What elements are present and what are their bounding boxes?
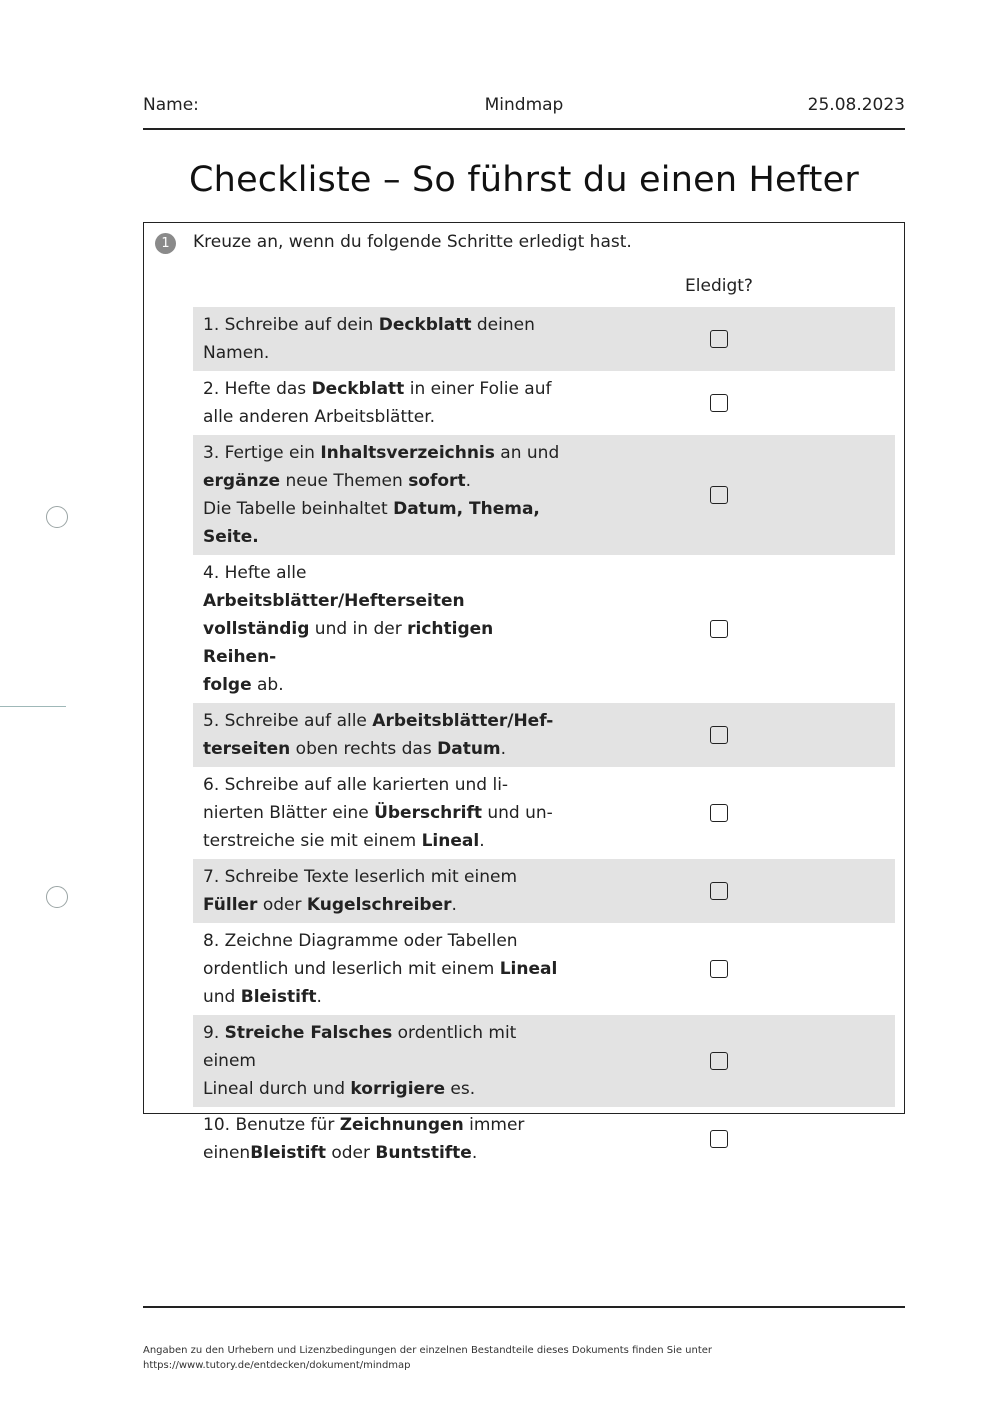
item-text: und in der: [309, 619, 408, 639]
item-text: in einer Folie auf: [404, 379, 552, 399]
emphasis-text: Bleistift: [240, 987, 317, 1007]
checklist-item-line: [203, 707, 563, 735]
emphasis-text: Bleistift: [250, 1143, 326, 1163]
checklist: [193, 307, 895, 1171]
checklist-row: [193, 1015, 895, 1107]
item-text: 9.: [203, 1023, 225, 1043]
emphasis-text: korrigiere: [350, 1079, 445, 1099]
item-text: Lineal durch und: [203, 1079, 351, 1099]
emphasis-text: Lineal: [499, 959, 558, 979]
emphasis-text: Lineal: [421, 831, 480, 851]
checklist-item-line: [203, 615, 563, 671]
emphasis-text: Arbeitsblätter/Hefterseiten: [203, 591, 465, 611]
done-checkbox[interactable]: [710, 330, 728, 348]
footer: [143, 1343, 905, 1373]
item-text: nierten Blätter eine: [203, 803, 375, 823]
item-text: neue Themen: [280, 471, 409, 491]
item-text: 7. Schreibe Texte leserlich mit einem: [203, 867, 518, 887]
checklist-item-text: [203, 1019, 563, 1103]
item-text: ab.: [251, 675, 284, 695]
footer-divider: [143, 1306, 905, 1308]
item-text: 1. Schreibe auf dein: [203, 315, 379, 335]
emphasis-text: Deckblatt: [378, 315, 472, 335]
done-checkbox[interactable]: [710, 620, 728, 638]
item-text: an und: [494, 443, 560, 463]
done-checkbox[interactable]: [710, 1130, 728, 1148]
checklist-item-line: [203, 311, 563, 339]
item-text: immer: [463, 1115, 525, 1135]
checklist-item-line: [203, 375, 563, 403]
item-text: oben rechts das: [290, 739, 438, 759]
checklist-item-text: [203, 707, 563, 763]
item-text: einen: [203, 1143, 251, 1163]
item-text: .: [479, 831, 485, 851]
checklist-item-text: [203, 1111, 563, 1167]
footer-attribution: Angaben zu den Urhebern und Lizenzbedingungen der einzelnen Bestandteile dieses Dokuments finden Sie unter: [143, 1345, 713, 1356]
checklist-item-line: [203, 983, 563, 1011]
item-text: oder: [257, 895, 307, 915]
header-divider: [143, 128, 905, 130]
checklist-item-line: [203, 1075, 563, 1103]
emphasis-text: Datum, Thema,: [393, 499, 540, 519]
checklist-item-line: [203, 1019, 563, 1075]
done-checkbox[interactable]: [710, 960, 728, 978]
checklist-item-text: [203, 863, 563, 919]
checklist-row: [193, 371, 895, 435]
checklist-item-text: [203, 311, 563, 367]
checklist-row: [193, 923, 895, 1015]
item-text: 4. Hefte alle: [203, 563, 307, 583]
checklist-item-line: [203, 863, 563, 891]
emphasis-text: Überschrift: [374, 803, 482, 823]
emphasis-text: Arbeitsblätter/Hef-: [372, 711, 554, 731]
item-text: ordentlich mit einem: [203, 1023, 517, 1071]
item-text: oder: [325, 1143, 376, 1163]
checklist-row: [193, 1107, 895, 1171]
checklist-item-line: [203, 955, 563, 983]
done-checkbox[interactable]: [710, 882, 728, 900]
emphasis-text: Seite.: [203, 527, 259, 547]
checklist-item-line: [203, 403, 563, 431]
checklist-item-line: [203, 467, 563, 495]
checklist-item-line: [203, 1111, 563, 1139]
item-text: .: [471, 1143, 478, 1163]
emphasis-text: sofort: [408, 471, 466, 491]
item-text: 2. Hefte das: [203, 379, 312, 399]
checklist-item-line: [203, 927, 563, 955]
emphasis-text: Kugelschreiber: [306, 895, 452, 915]
item-text: und: [203, 987, 241, 1007]
punch-hole-top: [46, 506, 68, 528]
done-checkbox[interactable]: [710, 726, 728, 744]
done-checkbox[interactable]: [710, 486, 728, 504]
task-instruction: Kreuze an, wenn du folgende Schritte erledigt hast.: [193, 232, 632, 252]
done-checkbox[interactable]: [710, 1052, 728, 1070]
emphasis-text: Füller: [203, 895, 258, 915]
checklist-item-line: [203, 495, 563, 523]
checklist-row: [193, 859, 895, 923]
checklist-row: [193, 307, 895, 371]
page-header: [143, 95, 905, 119]
item-text: und un-: [481, 803, 553, 823]
item-text: terstreiche sie mit einem: [203, 831, 422, 851]
item-text: es.: [444, 1079, 476, 1099]
checklist-item-line: [203, 771, 563, 799]
checklist-item-line: [203, 339, 563, 367]
emphasis-text: vollständig: [203, 619, 310, 639]
item-text: Die Tabelle beinhaltet: [203, 499, 394, 519]
checklist-item-text: [203, 559, 563, 699]
checklist-item-line: [203, 559, 563, 615]
page-title: Checkliste – So führst du einen Hefter: [189, 160, 859, 200]
emphasis-text: Buntstifte: [375, 1143, 472, 1163]
emphasis-text: terseiten: [203, 739, 291, 759]
task-number-badge: 1: [155, 233, 176, 254]
emphasis-text: Inhaltsverzeichnis: [320, 443, 495, 463]
checklist-item-text: [203, 375, 563, 431]
item-text: 5. Schreibe auf alle: [203, 711, 373, 731]
item-text: .: [465, 471, 471, 491]
checklist-item-line: [203, 671, 563, 699]
checklist-item-line: [203, 523, 563, 551]
checklist-row: [193, 767, 895, 859]
checklist-item-line: [203, 827, 563, 855]
footer-url: https://www.tutory.de/entdecken/dokument/mindmap: [143, 1360, 411, 1371]
emphasis-text: folge: [203, 675, 252, 695]
checklist-item-line: [203, 891, 563, 919]
done-column-header: Eledigt?: [685, 276, 753, 296]
checklist-row: [193, 435, 895, 555]
item-text: deinen: [471, 315, 535, 335]
item-text: .: [451, 895, 457, 915]
checklist-item-line: [203, 799, 563, 827]
done-checkbox[interactable]: [710, 394, 728, 412]
checklist-row: [193, 555, 895, 703]
name-label: Name:: [143, 95, 199, 115]
emphasis-text: Streiche Falsches: [224, 1023, 393, 1043]
item-text: 3. Fertige ein: [203, 443, 321, 463]
fold-mark: [0, 706, 66, 707]
emphasis-text: Datum: [437, 739, 501, 759]
item-text: ordentlich und leserlich mit einem: [203, 959, 500, 979]
item-text: 6. Schreibe auf alle karierten und li-: [203, 775, 509, 795]
checklist-item-line: [203, 439, 563, 467]
item-text: alle anderen Arbeitsblätter.: [203, 407, 436, 427]
emphasis-text: ergänze: [203, 471, 281, 491]
checklist-item-text: [203, 927, 563, 1011]
item-text: Namen.: [203, 343, 270, 363]
item-text: .: [316, 987, 322, 1007]
checklist-item-text: [203, 439, 563, 551]
done-checkbox[interactable]: [710, 804, 728, 822]
emphasis-text: Deckblatt: [311, 379, 405, 399]
item-text: .: [500, 739, 507, 759]
checklist-item-line: [203, 1139, 563, 1167]
document-title: Mindmap: [484, 95, 564, 115]
item-text: 8. Zeichne Diagramme oder Tabellen: [203, 931, 518, 951]
item-text: 10. Benutze für: [203, 1115, 340, 1135]
emphasis-text: richtigen Reihen-: [203, 619, 494, 667]
punch-hole-bottom: [46, 886, 68, 908]
checklist-item-line: [203, 735, 563, 763]
date: 25.08.2023: [807, 95, 905, 115]
checklist-item-text: [203, 771, 563, 855]
emphasis-text: Zeichnungen: [339, 1115, 464, 1135]
checklist-row: [193, 703, 895, 767]
